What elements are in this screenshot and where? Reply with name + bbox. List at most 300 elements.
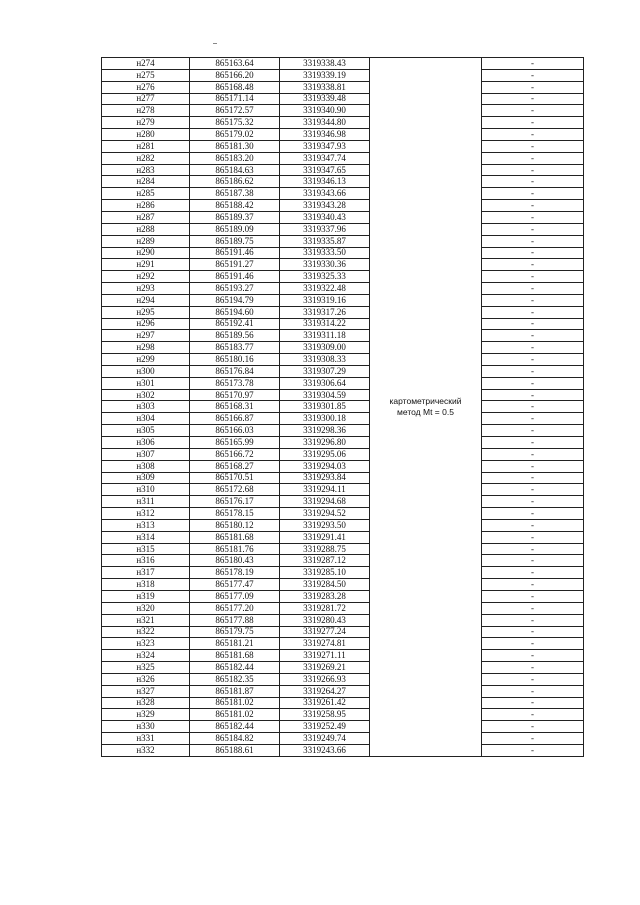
table-row (102, 401, 584, 413)
dash-cell: - (482, 448, 584, 460)
x-coordinate-cell: 865191.27 (190, 259, 280, 271)
dash-cell: - (482, 58, 584, 70)
point-id-cell: н300 (102, 365, 190, 377)
y-coordinate-cell: 3319284.50 (280, 579, 370, 591)
dash-cell: - (482, 579, 584, 591)
dash-cell: - (482, 662, 584, 674)
y-coordinate-cell: 3319330.36 (280, 259, 370, 271)
dash-cell: - (482, 744, 584, 756)
x-coordinate-cell: 865177.09 (190, 590, 280, 602)
x-coordinate-cell: 865184.63 (190, 164, 280, 176)
point-id-cell: н319 (102, 590, 190, 602)
dash-cell: - (482, 496, 584, 508)
x-coordinate-cell: 865186.62 (190, 176, 280, 188)
table-row (102, 496, 584, 508)
x-coordinate-cell: 865166.87 (190, 413, 280, 425)
dash-cell: - (482, 152, 584, 164)
x-coordinate-cell: 865189.75 (190, 235, 280, 247)
x-coordinate-cell: 865187.38 (190, 188, 280, 200)
x-coordinate-cell: 865183.20 (190, 152, 280, 164)
y-coordinate-cell: 3319337.96 (280, 223, 370, 235)
y-coordinate-cell: 3319322.48 (280, 283, 370, 295)
y-coordinate-cell: 3319307.29 (280, 365, 370, 377)
y-coordinate-cell: 3319280.43 (280, 614, 370, 626)
y-coordinate-cell: 3319285.10 (280, 567, 370, 579)
dash-cell: - (482, 555, 584, 567)
table-row (102, 58, 584, 70)
dash-cell: - (482, 472, 584, 484)
y-coordinate-cell: 3319261.42 (280, 697, 370, 709)
x-coordinate-cell: 865189.09 (190, 223, 280, 235)
point-id-cell: н289 (102, 235, 190, 247)
method-note-line1: картометрический (389, 396, 462, 407)
x-coordinate-cell: 865182.44 (190, 662, 280, 674)
table-row (102, 662, 584, 674)
table-row (102, 164, 584, 176)
table-row (102, 330, 584, 342)
point-id-cell: н306 (102, 437, 190, 449)
x-coordinate-cell: 865183.77 (190, 342, 280, 354)
point-id-cell: н276 (102, 81, 190, 93)
point-id-cell: н303 (102, 401, 190, 413)
table-row (102, 354, 584, 366)
table-row (102, 200, 584, 212)
y-coordinate-cell: 3319291.41 (280, 531, 370, 543)
dash-cell: - (482, 413, 584, 425)
y-coordinate-cell: 3319347.93 (280, 140, 370, 152)
y-coordinate-cell: 3319319.16 (280, 294, 370, 306)
table-row (102, 721, 584, 733)
point-id-cell: н278 (102, 105, 190, 117)
dash-cell: - (482, 318, 584, 330)
y-coordinate-cell: 3319304.59 (280, 389, 370, 401)
y-coordinate-cell: 3319306.64 (280, 377, 370, 389)
dash-cell: - (482, 105, 584, 117)
dash-cell: - (482, 306, 584, 318)
x-coordinate-cell: 865193.27 (190, 283, 280, 295)
table-row (102, 531, 584, 543)
point-id-cell: н286 (102, 200, 190, 212)
dash-cell: - (482, 259, 584, 271)
x-coordinate-cell: 865180.16 (190, 354, 280, 366)
point-id-cell: н292 (102, 271, 190, 283)
table-row (102, 579, 584, 591)
point-id-cell: н320 (102, 602, 190, 614)
dash-cell: - (482, 365, 584, 377)
table-row (102, 294, 584, 306)
x-coordinate-cell: 865181.30 (190, 140, 280, 152)
point-id-cell: н283 (102, 164, 190, 176)
dash-cell: - (482, 271, 584, 283)
dash-cell: - (482, 247, 584, 259)
y-coordinate-cell: 3319325.33 (280, 271, 370, 283)
y-coordinate-cell: 3319266.93 (280, 673, 370, 685)
table-row (102, 377, 584, 389)
table-row (102, 389, 584, 401)
x-coordinate-cell: 865175.32 (190, 117, 280, 129)
dash-cell: - (482, 235, 584, 247)
y-coordinate-cell: 3319338.43 (280, 58, 370, 70)
y-coordinate-cell: 3319340.90 (280, 105, 370, 117)
table-row (102, 697, 584, 709)
y-coordinate-cell: 3319269.21 (280, 662, 370, 674)
table-row (102, 484, 584, 496)
y-coordinate-cell: 3319300.18 (280, 413, 370, 425)
dash-cell: - (482, 129, 584, 141)
x-coordinate-cell: 865182.44 (190, 721, 280, 733)
point-id-cell: н279 (102, 117, 190, 129)
table-row (102, 211, 584, 223)
point-id-cell: н280 (102, 129, 190, 141)
point-id-cell: н310 (102, 484, 190, 496)
dash-cell: - (482, 401, 584, 413)
table-row (102, 81, 584, 93)
table-row (102, 271, 584, 283)
dash-cell: - (482, 709, 584, 721)
dash-cell: - (482, 614, 584, 626)
table-row (102, 590, 584, 602)
table-row (102, 673, 584, 685)
table-row (102, 129, 584, 141)
point-id-cell: н274 (102, 58, 190, 70)
dash-cell: - (482, 650, 584, 662)
y-coordinate-cell: 3319340.43 (280, 211, 370, 223)
x-coordinate-cell: 865170.51 (190, 472, 280, 484)
dash-cell: - (482, 330, 584, 342)
point-id-cell: н317 (102, 567, 190, 579)
y-coordinate-cell: 3319311.18 (280, 330, 370, 342)
x-coordinate-cell: 865194.60 (190, 306, 280, 318)
dash-cell: - (482, 590, 584, 602)
y-coordinate-cell: 3319314.22 (280, 318, 370, 330)
table-row (102, 247, 584, 259)
y-coordinate-cell: 3319347.74 (280, 152, 370, 164)
dash-cell: - (482, 377, 584, 389)
dash-cell: - (482, 342, 584, 354)
y-coordinate-cell: 3319294.68 (280, 496, 370, 508)
point-id-cell: н293 (102, 283, 190, 295)
dash-cell: - (482, 69, 584, 81)
y-coordinate-cell: 3319277.24 (280, 626, 370, 638)
point-id-cell: н331 (102, 733, 190, 745)
table-row (102, 117, 584, 129)
dash-cell: - (482, 460, 584, 472)
x-coordinate-cell: 865177.88 (190, 614, 280, 626)
dash-cell: - (482, 519, 584, 531)
y-coordinate-cell: 3319294.11 (280, 484, 370, 496)
dash-cell: - (482, 283, 584, 295)
point-id-cell: н304 (102, 413, 190, 425)
dash-cell: - (482, 567, 584, 579)
table-row (102, 614, 584, 626)
dash-cell: - (482, 721, 584, 733)
x-coordinate-cell: 865166.03 (190, 425, 280, 437)
point-id-cell: н325 (102, 662, 190, 674)
point-id-cell: н285 (102, 188, 190, 200)
y-coordinate-cell: 3319343.66 (280, 188, 370, 200)
coordinates-table (101, 57, 584, 757)
coordinates-table-body (102, 58, 584, 757)
table-row (102, 93, 584, 105)
dash-cell: - (482, 81, 584, 93)
y-coordinate-cell: 3319335.87 (280, 235, 370, 247)
y-coordinate-cell: 3319293.84 (280, 472, 370, 484)
y-coordinate-cell: 3319294.03 (280, 460, 370, 472)
table-row (102, 140, 584, 152)
table-row (102, 176, 584, 188)
table-row (102, 709, 584, 721)
table-row (102, 460, 584, 472)
point-id-cell: н284 (102, 176, 190, 188)
point-id-cell: н326 (102, 673, 190, 685)
point-id-cell: н290 (102, 247, 190, 259)
table-row (102, 235, 584, 247)
y-coordinate-cell: 3319252.49 (280, 721, 370, 733)
point-id-cell: н330 (102, 721, 190, 733)
table-row (102, 602, 584, 614)
y-coordinate-cell: 3319346.13 (280, 176, 370, 188)
point-id-cell: н294 (102, 294, 190, 306)
dash-cell: - (482, 200, 584, 212)
table-row (102, 437, 584, 449)
y-coordinate-cell: 3319338.81 (280, 81, 370, 93)
x-coordinate-cell: 865171.14 (190, 93, 280, 105)
x-coordinate-cell: 865182.35 (190, 673, 280, 685)
x-coordinate-cell: 865178.19 (190, 567, 280, 579)
x-coordinate-cell: 865178.15 (190, 508, 280, 520)
y-coordinate-cell: 3319258.95 (280, 709, 370, 721)
dash-cell: - (482, 294, 584, 306)
method-note-line2: метод Mt = 0.5 (397, 406, 454, 417)
x-coordinate-cell: 865188.42 (190, 200, 280, 212)
x-coordinate-cell: 865191.46 (190, 271, 280, 283)
point-id-cell: н328 (102, 697, 190, 709)
x-coordinate-cell: 865176.84 (190, 365, 280, 377)
point-id-cell: н277 (102, 93, 190, 105)
point-id-cell: н297 (102, 330, 190, 342)
point-id-cell: н291 (102, 259, 190, 271)
y-coordinate-cell: 3319281.72 (280, 602, 370, 614)
point-id-cell: н295 (102, 306, 190, 318)
y-coordinate-cell: 3319293.50 (280, 519, 370, 531)
table-row (102, 365, 584, 377)
dash-cell: - (482, 673, 584, 685)
dash-cell: - (482, 164, 584, 176)
x-coordinate-cell: 865181.68 (190, 650, 280, 662)
x-coordinate-cell: 865188.61 (190, 744, 280, 756)
point-id-cell: н287 (102, 211, 190, 223)
point-id-cell: н324 (102, 650, 190, 662)
table-row (102, 626, 584, 638)
dash-cell: - (482, 733, 584, 745)
y-coordinate-cell: 3319287.12 (280, 555, 370, 567)
x-coordinate-cell: 865163.64 (190, 58, 280, 70)
point-id-cell: н316 (102, 555, 190, 567)
point-id-cell: н301 (102, 377, 190, 389)
y-coordinate-cell: 3319333.50 (280, 247, 370, 259)
x-coordinate-cell: 865177.47 (190, 579, 280, 591)
table-row (102, 638, 584, 650)
y-coordinate-cell: 3319298.36 (280, 425, 370, 437)
point-id-cell: н327 (102, 685, 190, 697)
point-id-cell: н302 (102, 389, 190, 401)
y-coordinate-cell: 3319343.28 (280, 200, 370, 212)
y-coordinate-cell: 3319339.19 (280, 69, 370, 81)
table-row (102, 188, 584, 200)
y-coordinate-cell: 3319243.66 (280, 744, 370, 756)
dash-cell: - (482, 140, 584, 152)
x-coordinate-cell: 865181.76 (190, 543, 280, 555)
table-row (102, 650, 584, 662)
dash-cell: - (482, 211, 584, 223)
x-coordinate-cell: 865180.43 (190, 555, 280, 567)
y-coordinate-cell: 3319249.74 (280, 733, 370, 745)
dash-cell: - (482, 389, 584, 401)
table-row (102, 567, 584, 579)
table-row (102, 555, 584, 567)
y-coordinate-cell: 3319344.80 (280, 117, 370, 129)
dash-cell: - (482, 437, 584, 449)
x-coordinate-cell: 865181.21 (190, 638, 280, 650)
point-id-cell: н318 (102, 579, 190, 591)
x-coordinate-cell: 865179.75 (190, 626, 280, 638)
x-coordinate-cell: 865170.97 (190, 389, 280, 401)
table-row (102, 283, 584, 295)
x-coordinate-cell: 865189.37 (190, 211, 280, 223)
x-coordinate-cell: 865176.17 (190, 496, 280, 508)
dash-cell: - (482, 508, 584, 520)
dash-cell: - (482, 425, 584, 437)
y-coordinate-cell: 3319346.98 (280, 129, 370, 141)
dash-cell: - (482, 638, 584, 650)
table-row (102, 425, 584, 437)
x-coordinate-cell: 865181.02 (190, 709, 280, 721)
x-coordinate-cell: 865179.02 (190, 129, 280, 141)
point-id-cell: н313 (102, 519, 190, 531)
table-row (102, 733, 584, 745)
table-row (102, 413, 584, 425)
point-id-cell: н298 (102, 342, 190, 354)
x-coordinate-cell: 865194.79 (190, 294, 280, 306)
dash-cell: - (482, 176, 584, 188)
point-id-cell: н314 (102, 531, 190, 543)
y-coordinate-cell: 3319264.27 (280, 685, 370, 697)
method-cell (370, 58, 482, 757)
y-coordinate-cell: 3319295.06 (280, 448, 370, 460)
table-row (102, 69, 584, 81)
y-coordinate-cell: 3319274.81 (280, 638, 370, 650)
point-id-cell: н299 (102, 354, 190, 366)
x-coordinate-cell: 865166.72 (190, 448, 280, 460)
x-coordinate-cell: 865165.99 (190, 437, 280, 449)
y-coordinate-cell: 3319317.26 (280, 306, 370, 318)
dash-cell: - (482, 117, 584, 129)
x-coordinate-cell: 865173.78 (190, 377, 280, 389)
x-coordinate-cell: 865168.27 (190, 460, 280, 472)
y-coordinate-cell: 3319296.80 (280, 437, 370, 449)
point-id-cell: н308 (102, 460, 190, 472)
table-row (102, 223, 584, 235)
x-coordinate-cell: 865181.02 (190, 697, 280, 709)
x-coordinate-cell: 865181.87 (190, 685, 280, 697)
dash-cell: - (482, 697, 584, 709)
point-id-cell: н323 (102, 638, 190, 650)
point-id-cell: н312 (102, 508, 190, 520)
dash-cell: - (482, 188, 584, 200)
point-id-cell: н296 (102, 318, 190, 330)
scan-mark (213, 43, 217, 44)
dash-cell: - (482, 531, 584, 543)
point-id-cell: н332 (102, 744, 190, 756)
table-row (102, 105, 584, 117)
table-row (102, 318, 584, 330)
x-coordinate-cell: 865191.46 (190, 247, 280, 259)
x-coordinate-cell: 865180.12 (190, 519, 280, 531)
dash-cell: - (482, 484, 584, 496)
table-row (102, 508, 584, 520)
point-id-cell: н305 (102, 425, 190, 437)
x-coordinate-cell: 865192.41 (190, 318, 280, 330)
x-coordinate-cell: 865181.68 (190, 531, 280, 543)
x-coordinate-cell: 865177.20 (190, 602, 280, 614)
table-row (102, 448, 584, 460)
point-id-cell: н309 (102, 472, 190, 484)
point-id-cell: н307 (102, 448, 190, 460)
table-row (102, 744, 584, 756)
point-id-cell: н322 (102, 626, 190, 638)
table-row (102, 519, 584, 531)
point-id-cell: н329 (102, 709, 190, 721)
x-coordinate-cell: 865168.48 (190, 81, 280, 93)
y-coordinate-cell: 3319271.11 (280, 650, 370, 662)
dash-cell: - (482, 543, 584, 555)
point-id-cell: н321 (102, 614, 190, 626)
table-row (102, 543, 584, 555)
dash-cell: - (482, 93, 584, 105)
point-id-cell: н281 (102, 140, 190, 152)
y-coordinate-cell: 3319308.33 (280, 354, 370, 366)
dash-cell: - (482, 223, 584, 235)
y-coordinate-cell: 3319301.85 (280, 401, 370, 413)
point-id-cell: н315 (102, 543, 190, 555)
x-coordinate-cell: 865172.68 (190, 484, 280, 496)
y-coordinate-cell: 3319339.48 (280, 93, 370, 105)
table-row (102, 342, 584, 354)
x-coordinate-cell: 865168.31 (190, 401, 280, 413)
y-coordinate-cell: 3319283.28 (280, 590, 370, 602)
x-coordinate-cell: 865166.20 (190, 69, 280, 81)
table-row (102, 472, 584, 484)
table-row (102, 306, 584, 318)
y-coordinate-cell: 3319288.75 (280, 543, 370, 555)
y-coordinate-cell: 3319309.00 (280, 342, 370, 354)
x-coordinate-cell: 865172.57 (190, 105, 280, 117)
y-coordinate-cell: 3319294.52 (280, 508, 370, 520)
dash-cell: - (482, 685, 584, 697)
table-row (102, 259, 584, 271)
dash-cell: - (482, 626, 584, 638)
table-row (102, 152, 584, 164)
point-id-cell: н288 (102, 223, 190, 235)
point-id-cell: н311 (102, 496, 190, 508)
x-coordinate-cell: 865189.56 (190, 330, 280, 342)
point-id-cell: н275 (102, 69, 190, 81)
table-row (102, 685, 584, 697)
point-id-cell: н282 (102, 152, 190, 164)
dash-cell: - (482, 354, 584, 366)
x-coordinate-cell: 865184.82 (190, 733, 280, 745)
y-coordinate-cell: 3319347.65 (280, 164, 370, 176)
